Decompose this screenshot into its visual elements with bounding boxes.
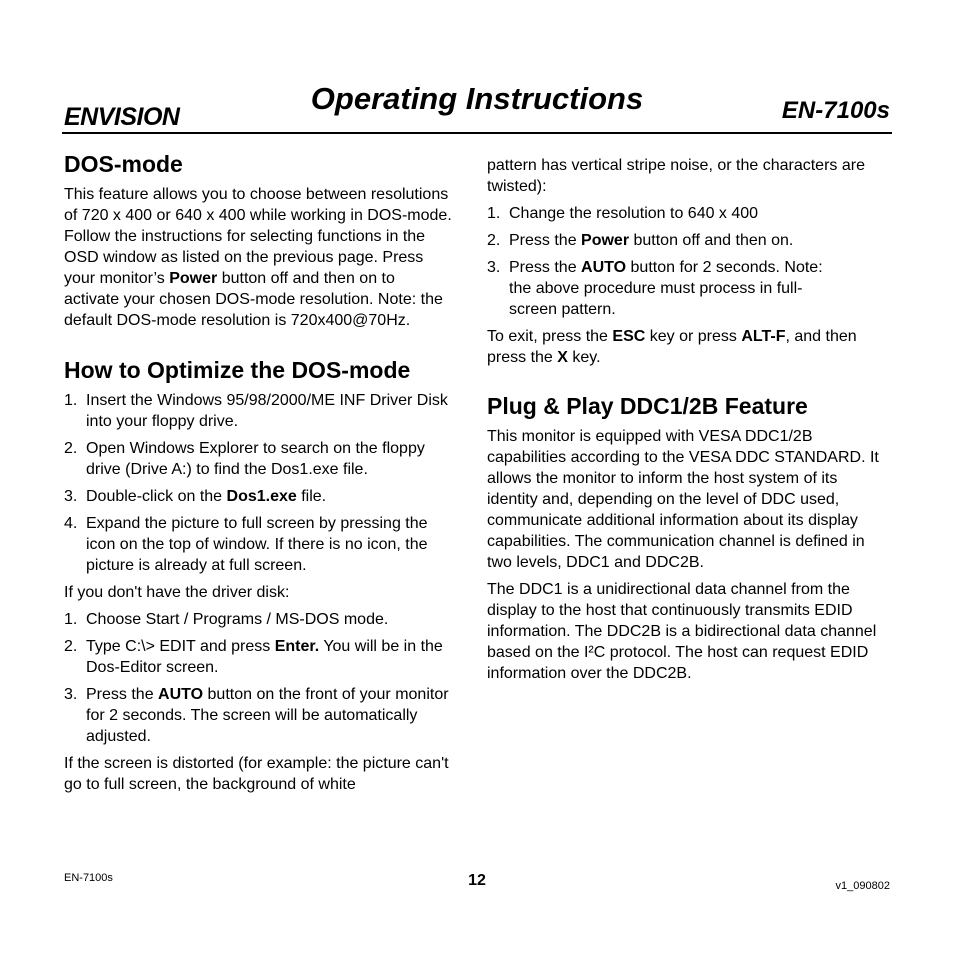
text: button off and then on to activate your chosen DOS-mode resolution. Note: the default DOS-mode resolution is 720x400@70Hz. [64,270,443,329]
header-divider [62,132,892,134]
footer-model: EN-7100s [64,872,113,884]
list-text: Open Windows Explorer to search on the floppy drive (Drive A:) to find the Dos1.exe file. [86,440,425,478]
list-number: 1. [487,205,501,222]
bold-text: AUTO [158,686,204,703]
list-item [64,390,454,432]
list-number: 4. [64,515,78,532]
list-number: 1. [64,611,78,628]
text: Type C:\> EDIT and press [86,638,275,655]
list-number: 2. [487,232,501,249]
page-title: Operating Instructions [310,81,644,116]
text: button on the front of your monitor for 2 seconds. The screen will be automatically adjusted. [86,686,449,745]
list-number: 3. [64,488,78,505]
section-heading-dos-mode: DOS-mode [64,151,183,177]
list-item [64,486,454,507]
list-text [86,636,454,678]
text: To exit, press the [487,328,613,345]
dos-mode-paragraph [64,184,454,331]
list-text [509,257,839,320]
list-item [64,513,454,576]
bold-text: ALT-F [741,328,786,345]
text: Press the [509,259,582,276]
bold-text: Dos1.exe [226,488,297,505]
list-number: 2. [64,638,78,655]
model-name: EN-7100s [781,97,890,124]
list-text: Insert the Windows 95/98/2000/ME INF Driver Disk into your floppy drive. [86,392,448,430]
right-column [487,155,882,684]
list-item [487,203,882,224]
list-text [86,486,454,507]
optimize-steps-list [64,390,454,576]
section-heading-optimize: How to Optimize the DOS-mode [64,357,411,383]
distorted-steps-list [487,203,882,320]
list-item [64,684,454,747]
no-disk-paragraph: If you don't have the driver disk: [64,584,290,601]
footer-version: v1_090802 [835,880,890,892]
list-item [64,438,454,480]
continued-paragraph: pattern has vertical stripe noise, or the characters are twisted): [487,157,865,195]
list-number: 1. [64,392,78,409]
text: Press the [86,686,159,703]
list-number: 3. [64,686,78,703]
list-text: Expand the picture to full screen by pressing the icon on the top of window. If there is no icon, the picture is already at full screen. [86,515,428,574]
bold-text: ESC [612,328,646,345]
page-number: 12 [468,872,486,889]
list-item [487,230,882,251]
bold-text: AUTO [581,259,627,276]
text: This feature allows you to choose between resolutions of 720 x 400 or 640 x 400 while working in DOS-mode. Follow the instructions for selecting functions in the OSD window as listed on the previous page. Press your monitor’s [64,186,452,287]
text: You will be in the Dos-Editor screen. [86,638,443,676]
text: , and then press the [487,328,857,366]
bold-text: Enter. [274,638,320,655]
text: key. [567,349,601,366]
list-text: Change the resolution to 640 x 400 [509,205,759,222]
bold-text: Power [581,232,630,249]
ddc-paragraph-2: The DDC1 is a unidirectional data channel from the display to the host that continuously transmits EDID information. The DDC2B is a bidirectional data channel based on the I²C protocol. The host can request EDID information over the DDC2B. [487,581,877,682]
text: button for 2 seconds. Note: the above procedure must process in full-screen pattern. [509,259,823,318]
text: key or press [645,328,742,345]
list-number: 3. [487,259,501,276]
section-heading-plug-and-play: Plug & Play DDC1/2B Feature [487,393,808,419]
list-number: 2. [64,440,78,457]
ddc-paragraph-1: This monitor is equipped with VESA DDC1/2B capabilities according to the VESA DDC STANDARD. It allows the monitor to inform the host system of its identity and, depending on the level of DDC used, communicate additional information about its display capabilities. The communication channel is defined in two levels, DDC1 and DDC2B. [487,428,879,571]
list-text [509,230,882,251]
left-column [64,150,454,795]
exit-paragraph [487,326,882,368]
no-disk-steps-list [64,609,454,747]
list-item [487,257,882,320]
bold-text: Power [169,270,218,287]
distorted-paragraph: If the screen is distorted (for example: the picture can't go to full screen, the background of white [64,755,449,793]
envision-logo: ENVISION [64,103,180,131]
list-text [86,684,454,747]
list-text: Choose Start / Programs / MS-DOS mode. [86,611,389,628]
bold-text: X [557,349,568,366]
text: Press the [509,232,582,249]
text: file. [296,488,327,505]
list-item [64,636,454,678]
text: button off and then on. [629,232,794,249]
text: Double-click on the [86,488,227,505]
list-item [64,609,454,630]
